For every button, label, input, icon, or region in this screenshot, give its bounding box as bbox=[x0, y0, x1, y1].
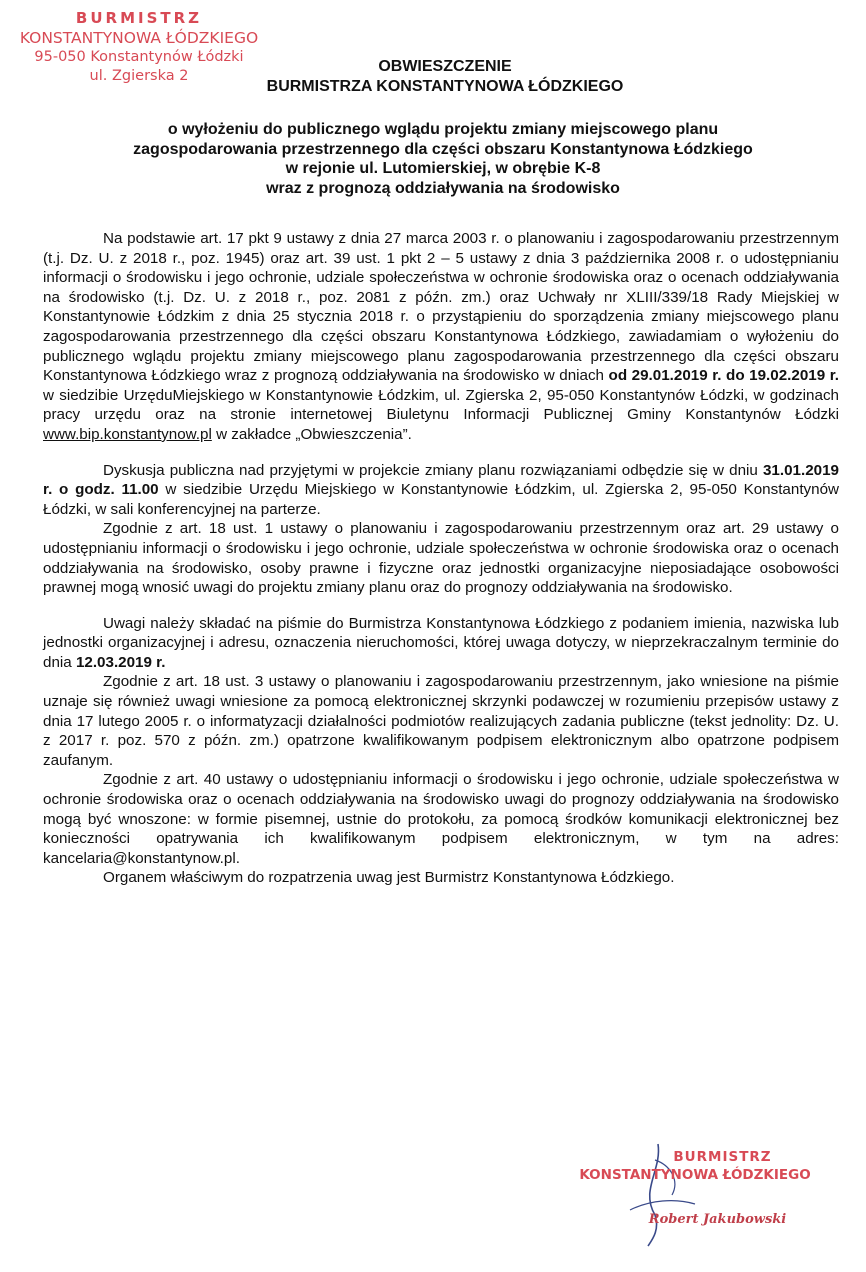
title-line-2: BURMISTRZA KONSTANTYNOWA ŁÓDZKIEGO bbox=[266, 78, 624, 95]
paragraph-public-discussion: Dyskusja publiczna nad przyjętymi w projekcie zmiany planu rozwiązaniami odbędzie się w dniu 31.01.2019 r. o godz. 11.00 w siedzibie Urzędu Miejskiego w Konstantynowie Łódzkim, ul. Zgierska 2, 95-050 Konstantynów Łódzki, w sali konferencyjnej na parterze. bbox=[43, 461, 839, 518]
subject-line-4: wraz z prognozą oddziaływania na środowisko bbox=[266, 179, 620, 197]
paragraph-electronic-submission: Zgodnie z art. 18 ust. 3 ustawy o planowaniu i zagospodarowaniu przestrzennym, jako wniesione na piśmie uznaje się również uwagi wniesione za pomocą elektronicznej skrzynki podawczej w rozumieniu przepisów ustawy z dnia 17 lutego 2005 r. o informatyzacji działalności podmiotów realizujących zadania publiczne (tekst jednolity: Dz. U. z 2017 r. poz. 570 z późn. zm.) opatrzone kwalifikowanym podpisem elektronicznym albo opatrzone podpisem zaufanym. bbox=[43, 673, 839, 769]
stamp-office: KONSTANTYNOWA ŁÓDZKIEGO bbox=[19, 29, 259, 47]
signature-title: BURMISTRZ bbox=[673, 1149, 772, 1165]
document-subject bbox=[60, 120, 826, 198]
stamp-postal: 95-050 Konstantynów Łódzki bbox=[34, 49, 244, 65]
paragraph-competent-authority: Organem właściwym do rozpatrzenia uwag jest Burmistrz Konstantynowa Łódzkiego. bbox=[103, 869, 675, 887]
stamp-street: ul. Zgierska 2 bbox=[89, 68, 189, 84]
stamp-title: BURMISTRZ bbox=[75, 9, 203, 27]
bip-link[interactable]: www.bip.konstantynow.pl bbox=[43, 425, 212, 443]
paragraph-who-may-comment: Zgodnie z art. 18 ust. 1 ustawy o planowaniu i zagospodarowaniu przestrzennym oraz art. 29 ustawy o udostępnianiu informacji o środowisku i jego ochronie, udziale społeczeństwa w ochronie środowiska oraz o ocenach oddziaływania na środowisko, osoby prawne i fizyczne oraz jednostki organizacyjne nieposiadające osobowości prawnej mogą wnosić uwagi do projektu zmiany planu oraz do prognozy oddziaływania na środowisko. bbox=[43, 520, 839, 597]
paragraph-legal-basis: Na podstawie art. 17 pkt 9 ustawy z dnia 27 marca 2003 r. o planowaniu i zagospodarowaniu przestrzennym (t.j. Dz. U. z 2018 r., poz. 1945) oraz art. 39 ust. 1 pkt 2 – 5 ustawy z dnia 3 października 2008 r. o udostępnianiu informacji o środowisku i jego ochronie, udziale społeczeństwa w ochronie środowiska oraz o ocenach oddziaływania na środowisko (t.j. Dz. U. z 2018 r., poz. 2081 z późn. zm.) oraz Uchwały nr XLIII/339/18 Rady Miejskiej w Konstantynowie Łódzkim z dnia 25 stycznia 2018 r. o przystąpieniu do sporządzenia zmiany miejscowego planu zagospodarowania przestrzennego dla części obszaru Konstantynowa Łódzkiego, zawiadamiam o wyłożeniu do publicznego wglądu projektu zmiany miejscowego planu zagospodarowania przestrzennego dla części obszaru Konstantynowa Łódzkiego wraz z prognozą oddziaływania na środowisko w dniach od 29.01.2019 r. do 19.02.2019 r. w siedzibie UrzęduMiejskiego w Konstantynowie Łódzkim, ul. Zgierska 2, 95-050 Konstantynów Łódzki, w godzinach pracy urzędu oraz na stronie internetowej Biuletynu Informacji Publicznej Gminy Konstantynów Łódzki www.bip.konstantynow.pl w zakładce „Obwieszczenia”. bbox=[43, 230, 839, 443]
discussion-datetime: 31.01.2019 r. o godz. 11.00 bbox=[43, 461, 839, 499]
signature-stamp bbox=[575, 1148, 815, 1227]
subject-line-2: zagospodarowania przestrzennego dla części obszaru Konstantynowa Łódzkiego bbox=[133, 140, 753, 158]
title-line-1: OBWIESZCZENIE bbox=[378, 58, 512, 75]
subject-line-1: o wyłożeniu do publicznego wglądu projektu zmiany miejscowego planu bbox=[167, 121, 719, 138]
subject-line-3: w rejonie ul. Lutomierskiej, w obrębie K-8 bbox=[285, 160, 601, 177]
document-title bbox=[160, 57, 730, 97]
exhibition-dates: od 29.01.2019 r. do 19.02.2019 r. bbox=[608, 367, 839, 385]
signature-office: KONSTANTYNOWA ŁÓDZKIEGO bbox=[579, 1167, 811, 1183]
document-body bbox=[43, 229, 839, 888]
submission-deadline: 12.03.2019 r. bbox=[75, 653, 166, 671]
signatory-name: Robert Jakubowski bbox=[648, 1212, 787, 1227]
paragraph-how-to-submit: Uwagi należy składać na piśmie do Burmistrza Konstantynowa Łódzkiego z podaniem imienia, nazwiska lub jednostki organizacyjnej i adresu, oznaczenia nieruchomości, której uwaga dotyczy, w nieprzekraczalnym terminie do dnia 12.03.2019 r. bbox=[43, 614, 839, 671]
paragraph-prognosis-comments: Zgodnie z art. 40 ustawy o udostępnianiu informacji o środowisku i jego ochronie, udziale społeczeństwa w ochronie środowiska oraz o ocenach oddziaływania na środowisko uwagi do prognozy oddziaływania na środowisko mogą być wnoszone: w formie pisemnej, ustnie do protokołu, za pomocą środków komunikacji elektronicznej bez konieczności opatrywania ich kwalifikowanym podpisem elektronicznym, w tym na adres: kancelaria@konstantynow.pl. bbox=[43, 771, 839, 867]
